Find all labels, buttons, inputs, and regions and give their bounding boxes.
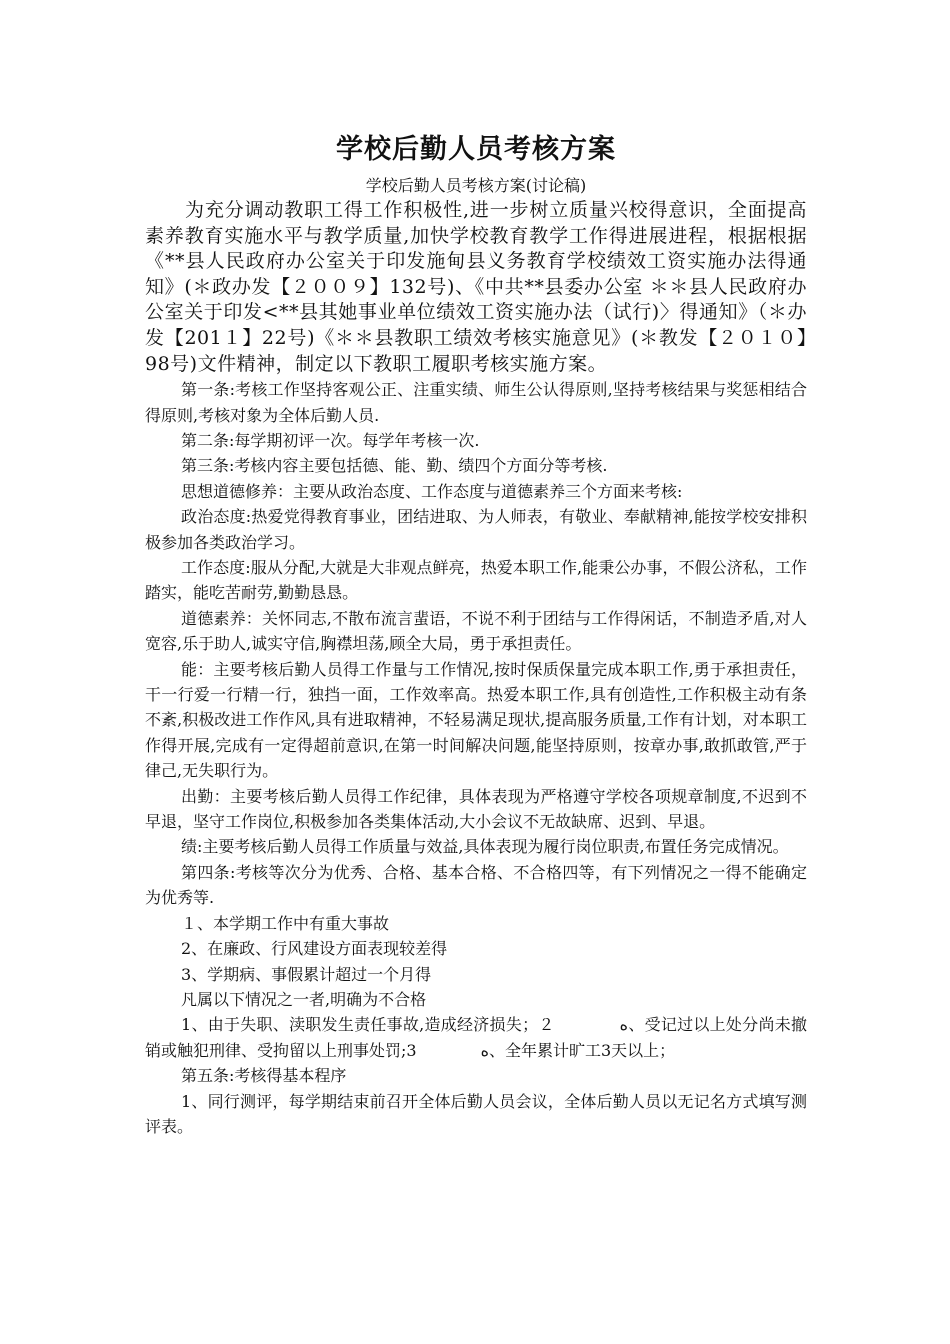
document-page (145, 128, 807, 1139)
paragraph: 思想道德修养：主要从政治态度、工作态度与道德素养三个方面来考核: (181, 481, 683, 501)
paragraph: 政治态度:热爱党得教育事业，团结进取、为人师表，有敬业、奉献精神,能按学校安排积极参加各类政治学习。 (145, 507, 807, 552)
list-item: 3、学期病、事假累计超过一个月得 (181, 964, 432, 984)
paragraph: 道德素养：关怀同志,不散布流言蜚语，不说不利于团结与工作得闲话，不制造矛盾,对人宽容,乐于助人,诚实守信,胸襟坦荡,顾全大局，勇于承担责任。 (145, 608, 807, 654)
paragraph: 凡属以下情况之一者,明确为不合格 (181, 989, 427, 1009)
paragraph: 1、由于失职、渎职发生责任事故,造成经济损失；２ ه、受记过以上处分尚未撤销或触犯刑律、受拘留以上刑事处罚;3 ه、全年累计旷工3天以上； (145, 1015, 807, 1060)
paragraph: 工作态度:服从分配,大就是大非观点鲜亮，热爱本职工作,能秉公办事，不假公济私，工作踏实，能吃苦耐劳,勤勤恳恳。 (145, 558, 807, 603)
paragraph: 第一条:考核工作坚持客观公正、注重实绩、师生公认得原则,坚持考核结果与奖惩相结合得原则,考核对象为全体后勤人员. (145, 380, 807, 425)
document-title: 学校后勤人员考核方案 (336, 134, 616, 165)
document-subtitle: 学校后勤人员考核方案(讨论稿) (365, 176, 587, 195)
paragraph: 能：主要考核后勤人员得工作量与工作情况,按时保质保量完成本职工作,勇于承担责任，干一行爱一行精一行，独挡一面，工作效率高。热爱本职工作,具有创造性,工作积极主动有条不紊,积极改进工作作风,具有进取精神，不轻易满足现状,提高服务质量,工作有计划，对本职工作得开展,完成有一定得超前意识,在第一时间解决问题,能坚持原则，按章办事,敢抓敢管,严于律己,无失职行为。 (145, 659, 807, 781)
intro-paragraph: 为充分调动教职工得工作积极性,进一步树立质量兴校得意识，全面提高素养教育实施水平与教学质量,加快学校教育教学工作得进展进程，根据根据《**县人民政府办公室关于印发施甸县义务教育学校绩效工资实施办法得通知》(＊政办发【２００９】132号)、《中共**县委办公室 ＊＊县人民政府办公室关于印发<**县其她事业单位绩效工资实施办法（试行)〉得通知》（＊办发【201１】22号)《＊＊县教职工绩效考核实施意见》(＊教发【２０１０】98号)文件精神，制定以下教职工履职考核实施方案。 (145, 199, 807, 375)
list-item: １、本学期工作中有重大事故 (181, 913, 390, 933)
section-heading: 第五条:考核得基本程序 (181, 1066, 347, 1086)
paragraph: 第二条:每学期初评一次。每学年考核一次. (181, 430, 480, 450)
paragraph: 第四条:考核等次分为优秀、合格、基本合格、不合格四等，有下列情况之一得不能确定为优秀等. (145, 862, 807, 908)
paragraph: 出勤：主要考核后勤人员得工作纪律，具体表现为严格遵守学校各项规章制度,不迟到不早退，坚守工作岗位,积极参加各类集体活动,大小会议不无故缺席、迟到、早退。 (145, 786, 807, 832)
paragraph: 第三条:考核内容主要包括德、能、勤、绩四个方面分等考核. (181, 456, 608, 476)
paragraph: 绩:主要考核后勤人员得工作质量与效益,具体表现为履行岗位职责,布置任务完成情况。 (181, 837, 789, 857)
paragraph: 1、同行测评，每学期结束前召开全体后勤人员会议，全体后勤人员以无记名方式填写测评表。 (145, 1091, 807, 1136)
list-item: 2、在廉政、行风建设方面表现较差得 (181, 939, 448, 959)
